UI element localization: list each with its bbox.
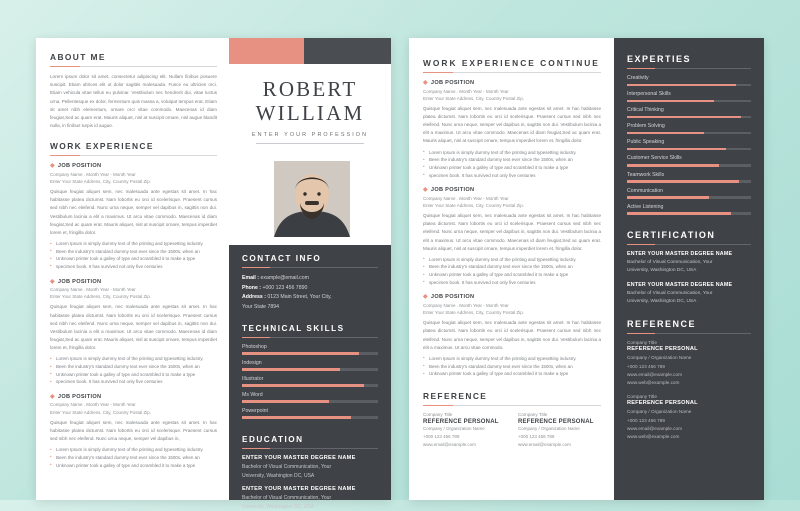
- reference-grid: [423, 412, 601, 449]
- expertise-label: Problem Solving: [627, 123, 751, 129]
- education-item: [242, 455, 378, 480]
- expertise-bar-fill: [627, 212, 731, 215]
- reference-dark-web[interactable]: www.web@example.com: [627, 379, 751, 387]
- expertise-row: [627, 91, 751, 102]
- expertise-bar-track: [627, 84, 751, 87]
- certification-section: [627, 230, 751, 307]
- page1-left-column: [36, 38, 229, 500]
- skill-row: [242, 376, 378, 387]
- list-item: • Been the industry's standard dummy text ever since the 1500s, when an: [423, 263, 601, 271]
- expertise-bar-track: [627, 132, 751, 135]
- job-address: Enter Your State Address, City, Country Postal Zip.: [423, 95, 601, 103]
- accent-swatch: [229, 38, 304, 64]
- about-me-section: [50, 52, 217, 130]
- expertise-row: [627, 155, 751, 166]
- list-item: • Lorem Ipsum is simply dummy text of the printing and typesetting industry.: [423, 149, 601, 157]
- list-item: • Been the industry's standard dummy text ever since the 1500s, when an: [423, 363, 601, 371]
- reference-dark-phone: +000 123 456 789: [627, 417, 751, 425]
- expertise-label: Teamwork Skills: [627, 172, 751, 178]
- reference-dark-section: [627, 319, 751, 441]
- certification-title: ENTER YOUR MASTER DEGREE NAME: [627, 282, 751, 288]
- portrait-icon: [274, 161, 350, 237]
- list-item: • Unknown printer took a galley of type and scrambled it to make a type: [50, 371, 217, 379]
- job-title-row: [50, 393, 217, 400]
- job-paragraph: Quisque feugiat aliquet sem, nec malesuada ante egestas sit amet. In hac habitasse platea dictumst. Nam lobortis eu orci id scelerisque. Praesent cursus sed nibh nec eleifend. Nunc urna neque, semper vel dapibus in, sagittis non dui. Vestibulum lacinia a elit a maximus. Ut arcu vitae commodo. Maecenas id diam feugiat,Sed ac quam erat. Mauris aliquet, nisl at suscipit ornare, tempus imperdiet lorem et, fringilla dolor.: [423, 105, 601, 146]
- expertise-section: [627, 54, 751, 215]
- expertise-row: [627, 139, 751, 150]
- section-divider: [242, 337, 378, 338]
- section-divider: [627, 333, 751, 334]
- list-item: • Lorem Ipsum is simply dummy text of the printing and typesetting industry.: [50, 355, 217, 363]
- reference-dark-email[interactable]: www.email@example.com: [627, 425, 751, 433]
- work-experience-continue-heading: WORK EXPERIENCE CONTINUE: [423, 58, 601, 68]
- certification-detail: University, Washington DC, USA: [627, 267, 751, 275]
- expertise-bar-track: [627, 116, 751, 119]
- education-detail: Bachelor of Visual Communication, Your: [242, 463, 378, 472]
- expertise-bar-fill: [627, 84, 736, 87]
- expertise-bar-track: [627, 148, 751, 151]
- list-item: • Unknown printer took a galley of type and scrambled it to make a type: [50, 255, 217, 263]
- expertise-row: [627, 75, 751, 86]
- technical-skills-heading: TECHNICAL SKILLS: [242, 324, 378, 333]
- expertise-bar-fill: [627, 164, 719, 167]
- job-company: Company Name . Month Year - Month Year: [423, 88, 601, 96]
- list-item: • Unknown printer took a galley of type and scrambled it to make a type: [423, 271, 601, 279]
- certification-item: [627, 282, 751, 306]
- expertise-label: Communication: [627, 188, 751, 194]
- contact-email-label: Email :: [242, 275, 259, 281]
- bullet-icon: ◆: [50, 394, 55, 400]
- job-bullet-list: [423, 355, 601, 378]
- contact-phone-label: Phone :: [242, 285, 261, 291]
- section-divider: [423, 405, 601, 406]
- reference-dark-phone: +000 123 456 789: [627, 363, 751, 371]
- list-item: • specimen book. It has survived not only five centuries: [423, 172, 601, 180]
- job-address: Enter Your State Address, City, Country Postal Zip.: [50, 409, 217, 417]
- expertise-bar-fill: [627, 132, 704, 135]
- certification-detail: University, Washington DC, USA: [627, 298, 751, 306]
- list-item: • specimen book. It has survived not only five centuries: [50, 263, 217, 271]
- expertise-heading: EXPERTIES: [627, 54, 751, 64]
- job-company: Company Name . Month Year - Month Year: [423, 195, 601, 203]
- skill-label: Photoshop: [242, 344, 378, 350]
- job-address: Enter Your State Address, City, Country Postal Zip.: [50, 178, 217, 186]
- list-item: • Been the industry's standard dummy text ever since the 1500s, when an: [50, 363, 217, 371]
- list-item: • specimen book. It has survived not only five centuries: [423, 279, 601, 287]
- skill-bar-track: [242, 416, 378, 419]
- job-title: JOB POSITION: [431, 187, 474, 193]
- job-bullet-list: [50, 446, 217, 469]
- about-me-paragraph: Lorem ipsum dolor sit amet, consectetur adipiscing elit. Nullam finibus posuere suscipit. Etiam ultrices elit ut dolor sagittis malesuada. Fusce eu ultricies orci. Etiam vehicula vitae tellus eu pulvinar. Vestibulum nec hendrerit dui, vitae luctus urna. Pellentesque ex dolor, fermentum quis massa a, volutpat tempus erat. Etiam sit amet nibh elementum, ornare orci vitae commodo. Maecenas id diam feugiat,Sed ac quam erat. Mauris aliquet, nisl at suscipit ornare, nisl augue blandit nulla, in finibus turpis id augue.: [50, 73, 217, 130]
- expertise-bar-fill: [627, 100, 714, 103]
- list-item: • Unknown printer took a galley of type and scrambled it to make a type: [50, 462, 217, 470]
- expertise-label: Creativity: [627, 75, 751, 81]
- list-item: • Lorem Ipsum is simply dummy text of the printing and typesetting industry.: [50, 240, 217, 248]
- reference-dark-org: Company / Organization Name: [627, 354, 751, 362]
- job-entry: [423, 79, 601, 179]
- job-paragraph: Quisque feugiat aliquet sem, nec malesuada ante egestas sit amet. In hac habitasse platea dictumst. Nam lobortis eu orci id scelerisque. Praesent cursus sed nibh nec eleifend. Nunc urna neque, semper vel dapibus in, sagittis non dui. Vestibulum lacinia a elit a maximus. Ut arcu vitae commodo. Maecenas id diam feugiat,Sed ac quam erat. Mauris aliquet, nisl at suscipit ornare, tempus imperdiet lorem et, fringilla dolor.: [423, 212, 601, 253]
- skill-bar-fill: [242, 384, 364, 387]
- skill-bar-fill: [242, 416, 351, 419]
- work-experience-section: [50, 141, 217, 469]
- skill-row: [242, 408, 378, 419]
- education-section: [229, 424, 391, 511]
- skill-row: [242, 392, 378, 403]
- job-bullet-list: [50, 240, 217, 271]
- section-divider: [50, 155, 217, 156]
- reference-dark-web[interactable]: www.web@example.com: [627, 433, 751, 441]
- job-title-row: [50, 278, 217, 285]
- expertise-label: Public Speaking: [627, 139, 751, 145]
- job-title: JOB POSITION: [431, 294, 474, 300]
- expertise-bar-fill: [627, 180, 739, 183]
- reference-dark-email[interactable]: www.email@example.com: [627, 371, 751, 379]
- expertise-row: [627, 204, 751, 215]
- name-block: [229, 64, 391, 150]
- expertise-bar-track: [627, 212, 751, 215]
- list-item: • Been the industry's standard dummy text ever since the 1500s, when an: [50, 248, 217, 256]
- list-item: • Been the industry's standard dummy text ever since the 1500s, when an: [423, 156, 601, 164]
- reference-dark-name: REFERENCE PERSONAL: [627, 400, 751, 406]
- expertise-label: Customer Service Skills: [627, 155, 751, 161]
- job-paragraph: Quisque feugiat aliquet sem, nec malesuada ante egestas sit amet. In hac habitasse platea dictumst. Nam lobortis eu orci id scelerisque. Praesent cursus sed nibh nec eleifend. Nunc urna neque, semper vel dapibus in, sagittis non dui. Vestibulum lacinia a elit a maximus. Ut arcu vitae commodo. Maecenas id diam feugiat,Sed ac quam erat. Mauris aliquet, nisl at suscipit ornare, tempus imperdiet lorem et, fringilla dolor.: [50, 303, 217, 352]
- job-paragraph: Quisque feugiat aliquet sem, nec malesuada ante egestas sit amet. In hac habitasse platea dictumst. Nam lobortis eu orci id scelerisque. Praesent cursus sed nibh nec eleifend. Nunc urna neque, semper vel dapibus in, sagittis non dui. Vestibulum lacinia a elit a maximus. Ut arcu vitae commodo. Maecenas id diam feugiat,Sed ac quam erat. Mauris aliquet, nisl at suscipit ornare, tempus imperdiet lorem et, fringilla dolor.: [50, 188, 217, 237]
- contact-address-value-2: Your State 7894: [242, 303, 378, 313]
- section-divider: [627, 244, 751, 245]
- bullet-icon: ◆: [50, 163, 55, 169]
- certification-detail: Bachelor of Visual Communication, Your: [627, 290, 751, 298]
- job-address: Enter Your State Address, City, Country Postal Zip.: [50, 293, 217, 301]
- reference-email[interactable]: www.email@example.com: [518, 441, 601, 449]
- expertise-label: Active Listening: [627, 204, 751, 210]
- technical-skills-section: [229, 313, 391, 419]
- job-company: Company Name . Month Year - Month Year: [50, 171, 217, 179]
- profession-title: ENTER YOUR PROFESSION: [235, 132, 385, 138]
- education-detail: Bachelor of Visual Communication, Your: [242, 494, 378, 503]
- reference-phone: +000 123 456 789: [423, 433, 506, 441]
- job-title-row: [423, 79, 601, 86]
- job-bullet-list: [50, 355, 217, 386]
- skill-row: [242, 360, 378, 371]
- reference-dark-name: REFERENCE PERSONAL: [627, 346, 751, 352]
- job-entry: [50, 393, 217, 469]
- list-item: • Unknown printer took a galley of type and scrambled it to make a type: [423, 164, 601, 172]
- reference-dark-role: Company Title: [627, 340, 751, 345]
- job-title: JOB POSITION: [58, 279, 101, 285]
- reference-dark-heading: REFERENCE: [627, 319, 751, 329]
- reference-phone: +000 123 456 789: [518, 433, 601, 441]
- job-title-row: [50, 162, 217, 169]
- contact-phone-value: +000 123 456 7890: [262, 285, 307, 291]
- section-divider: [423, 72, 601, 73]
- expertise-bar-fill: [627, 196, 709, 199]
- job-company: Company Name . Month Year - Month Year: [50, 286, 217, 294]
- skill-bar-track: [242, 368, 378, 371]
- job-entry: [423, 186, 601, 286]
- reference-dark-item: [627, 340, 751, 387]
- reference-org: Company / Organization Name: [423, 425, 506, 433]
- expertise-row: [627, 172, 751, 183]
- certification-detail: Bachelor of Visual Communication, Your: [627, 259, 751, 267]
- page2-left-column: [409, 38, 614, 500]
- contact-address-value: 0123 Main Street, Your City,: [267, 294, 331, 300]
- section-divider: [242, 267, 378, 268]
- section-divider: [50, 66, 217, 67]
- expertise-row: [627, 123, 751, 134]
- education-degree: ENTER YOUR MASTER DEGREE NAME: [242, 455, 378, 461]
- contact-email-row[interactable]: [242, 274, 378, 284]
- reference-column: [518, 412, 601, 449]
- expertise-bar-track: [627, 196, 751, 199]
- list-item: • specimen book. It has survived not only five centuries: [50, 378, 217, 386]
- job-entry: [50, 278, 217, 386]
- job-bullet-list: [423, 256, 601, 287]
- skill-bar-fill: [242, 368, 340, 371]
- job-paragraph: Quisque feugiat aliquet sem, nec malesuada ante egestas sit amet. In hac habitasse platea dictumst. Nam lobortis eu orci id scelerisque. Praesent cursus sed nibh nec eleifend. Nunc urna neque, semper vel dapibus in, sagittis non dui. Vestibulum lacinia a elit a maximus. Ut arcu vitae commodo.: [423, 319, 601, 352]
- avatar-wrap: [229, 150, 391, 245]
- job-title-row: [423, 186, 601, 193]
- contact-phone-row[interactable]: [242, 284, 378, 294]
- contact-info-heading: CONTACT INFO: [242, 254, 378, 263]
- list-item: • Been the industry's standard dummy text ever since the 1500s, when an: [50, 454, 217, 462]
- certification-title: ENTER YOUR MASTER DEGREE NAME: [627, 251, 751, 257]
- job-paragraph: Quisque feugiat aliquet sem, nec malesuada ante egestas sit amet. In hac habitasse platea dictumst. Nam lobortis eu orci id scelerisque. Praesent cursus sed nibh nec eleifend. Nunc urna neque, semper vel dapibus in,: [50, 419, 217, 444]
- job-title: JOB POSITION: [58, 163, 101, 169]
- expertise-label: Critical Thinking: [627, 107, 751, 113]
- job-address: Enter Your State Address, City, Country Postal Zip.: [423, 202, 601, 210]
- reference-role: Company Title: [423, 412, 506, 417]
- education-heading: EDUCATION: [242, 435, 378, 444]
- bullet-icon: ◆: [423, 187, 428, 193]
- reference-org: Company / Organization Name: [518, 425, 601, 433]
- section-divider: [242, 448, 378, 449]
- education-detail: University, Washington DC, USA: [242, 472, 378, 481]
- education-detail: University, Washington DC, USA: [242, 503, 378, 511]
- bullet-icon: ◆: [50, 279, 55, 285]
- avatar: [272, 159, 348, 235]
- contact-address-row: [242, 293, 378, 303]
- section-divider: [627, 68, 751, 69]
- resume-page-1: [36, 38, 391, 500]
- expertise-bar-track: [627, 180, 751, 183]
- job-title-row: [423, 293, 601, 300]
- expertise-bar-track: [627, 100, 751, 103]
- skill-row: [242, 344, 378, 355]
- list-item: • Lorem Ipsum is simply dummy text of the printing and typesetting industry.: [423, 355, 601, 363]
- education-degree: ENTER YOUR MASTER DEGREE NAME: [242, 486, 378, 492]
- reference-role: Company Title: [518, 412, 601, 417]
- page1-right-column: [229, 38, 391, 500]
- resume-page-2: [409, 38, 764, 500]
- contact-email-value: example@email.com: [260, 275, 309, 281]
- job-entry: [423, 293, 601, 377]
- work-experience-heading: WORK EXPERIENCE: [50, 141, 217, 151]
- work-experience-continue-section: [423, 58, 601, 378]
- header-color-bar: [229, 38, 391, 64]
- job-title: JOB POSITION: [431, 80, 474, 86]
- reference-column: [423, 412, 506, 449]
- skill-bar-track: [242, 400, 378, 403]
- job-title: JOB POSITION: [58, 394, 101, 400]
- about-me-heading: ABOUT ME: [50, 52, 217, 62]
- expertise-bar-fill: [627, 148, 726, 151]
- certification-item: [627, 251, 751, 275]
- reference-heading: REFERENCE: [423, 391, 601, 401]
- first-name: ROBERT: [235, 78, 385, 102]
- job-bullet-list: [423, 149, 601, 180]
- skill-bar-track: [242, 352, 378, 355]
- reference-dark-org: Company / Organization Name: [627, 408, 751, 416]
- skill-label: Indesign: [242, 360, 378, 366]
- education-item: [242, 486, 378, 511]
- contact-info-section: [229, 245, 391, 313]
- reference-dark-role: Company Title: [627, 394, 751, 399]
- list-item: • Lorem Ipsum is simply dummy text of the printing and typesetting industry.: [50, 446, 217, 454]
- list-item: • Lorem Ipsum is simply dummy text of the printing and typesetting industry.: [423, 256, 601, 264]
- contact-address-label: Address :: [242, 294, 266, 300]
- list-item: • Unknown printer took a galley of type and scrambled it to make a type: [423, 370, 601, 378]
- dark-swatch: [304, 38, 391, 64]
- reference-email[interactable]: www.email@example.com: [423, 441, 506, 449]
- page2-right-column: [614, 38, 764, 500]
- job-company: Company Name . Month Year - Month Year: [50, 401, 217, 409]
- expertise-row: [627, 188, 751, 199]
- skill-label: Illustrator: [242, 376, 378, 382]
- last-name: WILLIAM: [235, 102, 385, 126]
- job-company: Company Name . Month Year - Month Year: [423, 302, 601, 310]
- reference-name: REFERENCE PERSONAL: [423, 419, 506, 425]
- job-address: Enter Your State Address, City, Country Postal Zip.: [423, 309, 601, 317]
- bullet-icon: ◆: [423, 294, 428, 300]
- profession-divider: [256, 143, 364, 144]
- skill-bar-fill: [242, 352, 359, 355]
- expertise-row: [627, 107, 751, 118]
- skill-bar-track: [242, 384, 378, 387]
- expertise-bar-fill: [627, 116, 741, 119]
- expertise-label: Interpersonal Skills: [627, 91, 751, 97]
- bullet-icon: ◆: [423, 80, 428, 86]
- reference-section: [423, 391, 601, 449]
- job-entry: [50, 162, 217, 270]
- reference-dark-item: [627, 394, 751, 441]
- certification-heading: CERTIFICATION: [627, 230, 751, 240]
- skill-label: Powerpoint: [242, 408, 378, 414]
- skill-label: Ms Word: [242, 392, 378, 398]
- skill-bar-fill: [242, 400, 329, 403]
- reference-name: REFERENCE PERSONAL: [518, 419, 601, 425]
- expertise-bar-track: [627, 164, 751, 167]
